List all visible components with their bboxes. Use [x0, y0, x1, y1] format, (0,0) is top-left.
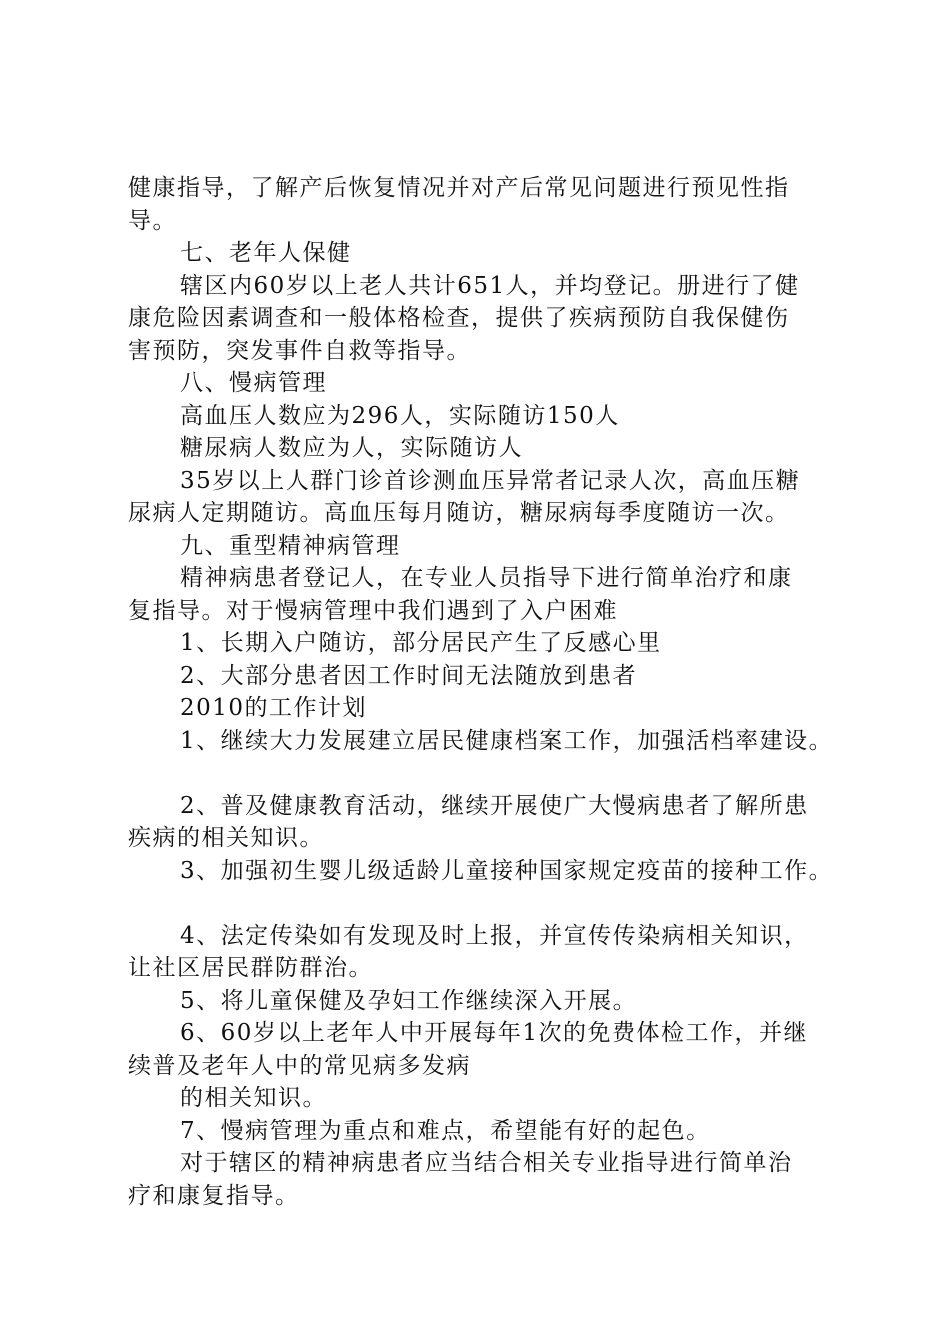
paragraph-line: 辖区内60岁以上老人共计651人，并均登记。册进行了健	[180, 272, 800, 299]
paragraph-line: 的相关知识。	[180, 1085, 327, 1111]
list-item: 5、将儿童保健及孕妇工作继续深入开展。	[180, 987, 638, 1014]
section-heading-work-plan: 2010的工作计划	[180, 695, 368, 721]
section-heading-mental-illness: 九、重型精神病管理	[180, 532, 401, 559]
paragraph-line: 导。	[128, 207, 177, 234]
paragraph-line: 健康指导，了解产后恢复情况并对产后常见问题进行预见性指	[128, 175, 790, 201]
blank-line	[128, 887, 848, 920]
blank-line	[128, 757, 848, 790]
list-item: 1、长期入户随访，部分居民产生了反感心里	[180, 630, 662, 656]
paragraph-line: 续普及老年人中的常见病多发病	[128, 1052, 471, 1079]
paragraph-line: 对于辖区的精神病患者应当结合相关专业指导进行简单治	[180, 1150, 793, 1176]
paragraph-line: 糖尿病人数应为人，实际随访人	[180, 435, 523, 461]
paragraph-line: 害预防，突发事件自救等指导。	[128, 337, 471, 364]
paragraph-line: 康危险因素调查和一般体格检查，提供了疾病预防自我保健伤	[128, 305, 790, 331]
list-item: 1、继续大力发展建立居民健康档案工作，加强活档率建设。	[180, 727, 834, 754]
paragraph-line: 35岁以上人群门诊首诊测血压异常者记录人次，高血压糖	[180, 467, 801, 494]
paragraph-line: 高血压人数应为296人，实际随访150人	[180, 402, 620, 429]
list-item: 2、大部分患者因工作时间无法随放到患者	[180, 662, 638, 689]
section-heading-chronic-disease: 八、慢病管理	[180, 370, 327, 396]
list-item: 2、普及健康教育活动，继续开展使广大慢病患者了解所患	[180, 792, 809, 819]
section-heading-elderly-care: 七、老年人保健	[180, 240, 352, 266]
paragraph-line: 疗和康复指导。	[128, 1182, 300, 1209]
list-item: 4、法定传染如有发现及时上报，并宣传传染病相关知识，	[180, 922, 809, 949]
document-body	[128, 172, 848, 1212]
paragraph-line: 疾病的相关知识。	[128, 825, 324, 851]
paragraph-line: 复指导。对于慢病管理中我们遇到了入户困难	[128, 597, 618, 624]
list-item: 6、60岁以上老年人中开展每年1次的免费体检工作，并继	[180, 1020, 809, 1046]
paragraph-line: 尿病人定期随访。高血压每月随访，糖尿病每季度随访一次。	[128, 500, 790, 526]
list-item: 7、慢病管理为重点和难点，希望能有好的起色。	[180, 1117, 711, 1144]
paragraph-line: 精神病患者登记人，在专业人员指导下进行简单治疗和康	[180, 565, 793, 591]
paragraph-line: 让社区居民群防群治。	[128, 955, 373, 981]
list-item: 3、加强初生婴儿级适龄儿童接种国家规定疫苗的接种工作。	[180, 857, 834, 884]
